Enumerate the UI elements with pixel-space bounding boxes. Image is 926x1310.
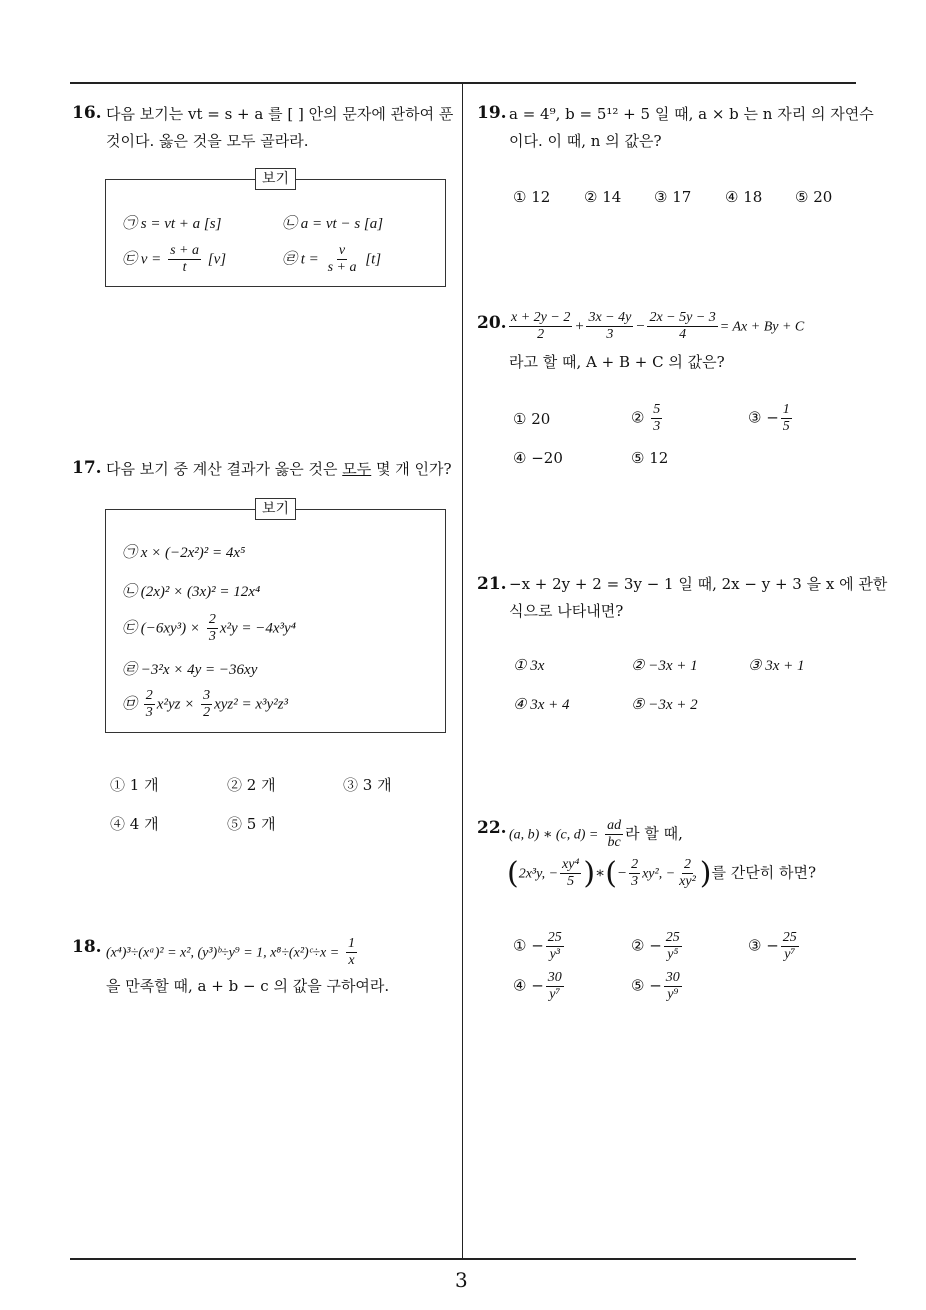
q22-l2-frac3 bbox=[677, 857, 698, 890]
bottom-rule bbox=[70, 1258, 856, 1260]
q16-item3-frac bbox=[168, 243, 201, 276]
frac-den: 3 bbox=[145, 705, 153, 720]
frac-num: 2 bbox=[145, 688, 153, 703]
q17-line-pre: 다음 보기 중 계산 결과가 옳은 것은 bbox=[106, 460, 343, 478]
q20-number: 20. bbox=[477, 313, 507, 333]
frac-den: x bbox=[348, 953, 355, 968]
q20-choice-2-mark: ② bbox=[631, 408, 645, 427]
q16-item4-frac bbox=[326, 243, 359, 276]
q17-item5-frac2 bbox=[201, 688, 212, 721]
q17-item5-pre: ㉤ bbox=[122, 696, 138, 713]
q22-choice-4[interactable] bbox=[513, 970, 566, 1003]
q20-frac3 bbox=[647, 310, 717, 343]
q20-op1: + bbox=[574, 318, 585, 335]
frac-num: 3x − 4y bbox=[588, 310, 632, 325]
q21-choice-4[interactable]: ④ 3x + 4 bbox=[513, 697, 570, 713]
q20-choice-3[interactable] bbox=[748, 402, 794, 435]
frac-num: 2 bbox=[208, 612, 216, 627]
open-paren: ( bbox=[605, 856, 617, 891]
q17-choice-2[interactable]: ② 2 개 bbox=[227, 776, 276, 794]
frac-den: y³ bbox=[549, 947, 560, 962]
q16-line1: 다음 보기는 vt = s + a 를 [ ] 안의 문자에 관하여 푼 bbox=[106, 105, 454, 123]
frac-den: s + a bbox=[327, 260, 357, 275]
q20-choice-2-frac bbox=[651, 402, 662, 435]
top-rule bbox=[70, 82, 856, 84]
q21-line2: 식으로 나타내면? bbox=[509, 602, 624, 620]
q22-l2-a: 2x³y, − bbox=[518, 866, 559, 882]
q17-choice-3[interactable]: ③ 3 개 bbox=[343, 776, 392, 794]
frac-num: 30 bbox=[665, 970, 680, 985]
q19-line1: a = 4⁹, b = 5¹² + 5 일 때, a × b 는 n 자리 의 자연수 bbox=[509, 105, 874, 123]
q20-choice-3-mark: ③ − bbox=[748, 408, 779, 427]
q16-item3-pre: ㉢ v = bbox=[122, 251, 162, 268]
q16-number: 16. bbox=[72, 103, 102, 123]
q17-line bbox=[106, 455, 452, 483]
q22-choice-1[interactable] bbox=[513, 930, 566, 963]
q20-choice-3-frac bbox=[781, 402, 792, 435]
q16-item2: ㉡ a = vt − s [a] bbox=[282, 216, 384, 232]
q16-item4 bbox=[282, 243, 381, 276]
q20-choice-2[interactable] bbox=[631, 402, 664, 435]
q20-choice-4[interactable]: ④ −20 bbox=[513, 449, 563, 467]
q20-rhs: = Ax + By + C bbox=[719, 319, 805, 335]
q17-choice-4[interactable]: ④ 4 개 bbox=[110, 815, 159, 833]
choice-frac bbox=[546, 930, 564, 963]
choice-mark: ③ − bbox=[748, 936, 779, 955]
q18-frac bbox=[346, 936, 357, 969]
q17-item5-frac1 bbox=[144, 688, 155, 721]
q22-line1-frac bbox=[605, 818, 623, 851]
frac-num: 5 bbox=[653, 402, 661, 417]
choice-frac bbox=[664, 970, 682, 1003]
q17-box-label: 보기 bbox=[255, 498, 296, 520]
frac-den: y⁵ bbox=[667, 947, 679, 962]
q22-line1-pre: (a, b) ∗ (c, d) = bbox=[509, 827, 599, 843]
q16-item4-post: [t] bbox=[365, 251, 382, 268]
frac-num: s + a bbox=[170, 243, 199, 258]
q22-choice-2[interactable] bbox=[631, 930, 684, 963]
q22-l2-b: − bbox=[616, 865, 628, 882]
q22-l2-c: xy², − bbox=[642, 866, 676, 882]
q20-frac1 bbox=[509, 310, 572, 343]
q21-line1: −x + 2y + 2 = 3y − 1 일 때, 2x − y + 3 을 x 에 관한 bbox=[509, 575, 888, 593]
open-paren: ( bbox=[507, 856, 519, 891]
frac-num: ad bbox=[607, 818, 622, 833]
q20-choice-5[interactable]: ⑤ 12 bbox=[631, 449, 669, 467]
frac-num: 3 bbox=[203, 688, 211, 703]
frac-num: 25 bbox=[665, 930, 680, 945]
frac-den: 3 bbox=[653, 419, 661, 434]
q20-choice-1[interactable]: ① 20 bbox=[513, 410, 551, 428]
frac-num: 25 bbox=[782, 930, 797, 945]
q22-choice-5[interactable] bbox=[631, 970, 684, 1003]
q19-choice-5[interactable]: ⑤ 20 bbox=[795, 188, 833, 206]
frac-den: xy² bbox=[679, 874, 696, 889]
q19-line2: 이다. 이 때, n 의 값은? bbox=[509, 132, 662, 150]
q22-l2-post: 를 간단히 하면? bbox=[711, 863, 817, 882]
q17-line-underlined: 모두 bbox=[342, 460, 372, 478]
choice-mark: ② − bbox=[631, 936, 662, 955]
frac-den: 2 bbox=[537, 327, 545, 342]
q16-item3 bbox=[122, 243, 226, 276]
q22-l2-frac2 bbox=[629, 857, 640, 890]
close-paren: ) bbox=[699, 856, 712, 891]
q20-equation bbox=[507, 310, 804, 343]
frac-den: y⁷ bbox=[784, 947, 796, 962]
q20-line2: 라고 할 때, A + B + C 의 값은? bbox=[509, 353, 725, 371]
q17-item1: ㉠ x × (−2x²)² = 4x⁵ bbox=[122, 545, 246, 561]
q21-number: 21. bbox=[477, 574, 507, 594]
choice-mark: ① − bbox=[513, 936, 544, 955]
page-number: 3 bbox=[455, 1268, 468, 1292]
q22-line1-post: 라 할 때, bbox=[625, 824, 683, 843]
q17-item5-mid: x²yz × bbox=[156, 696, 195, 713]
q22-choice-3[interactable] bbox=[748, 930, 801, 963]
frac-den: t bbox=[182, 260, 187, 275]
frac-num: xy⁴ bbox=[562, 857, 580, 872]
choice-frac bbox=[546, 970, 564, 1003]
q21-choice-2[interactable]: ② −3x + 1 bbox=[631, 658, 698, 674]
frac-den: y⁷ bbox=[549, 987, 561, 1002]
frac-den: 5 bbox=[567, 874, 575, 889]
choice-mark: ⑤ − bbox=[631, 976, 662, 995]
q19-choice-4[interactable]: ④ 18 bbox=[725, 188, 763, 206]
q16-item3-post: [v] bbox=[207, 251, 227, 268]
q21-choice-1[interactable]: ① 3x bbox=[513, 658, 545, 674]
frac-den: 3 bbox=[208, 629, 216, 644]
q17-item3-frac bbox=[207, 612, 218, 645]
frac-den: 5 bbox=[782, 419, 790, 434]
frac-num: 25 bbox=[547, 930, 562, 945]
q18-line1-text: (x⁴)³÷(xᵃ)² = x², (y³)ᵇ÷y⁹ = 1, x⁸÷(x²)ᶜ÷x = bbox=[106, 945, 340, 961]
q21-choice-3[interactable]: ③ 3x + 1 bbox=[748, 658, 805, 674]
frac-num: 2 bbox=[631, 857, 639, 872]
q17-choice-5[interactable]: ⑤ 5 개 bbox=[227, 815, 276, 833]
q18-line2: 을 만족할 때, a + b − c 의 값을 구하여라. bbox=[106, 977, 390, 995]
frac-den: bc bbox=[607, 835, 621, 850]
q22-l2-frac1 bbox=[560, 857, 581, 890]
q19-choice-2[interactable]: ② 14 bbox=[584, 188, 622, 206]
frac-den: 4 bbox=[679, 327, 687, 342]
q17-item5-post: xyz² = x³y²z³ bbox=[214, 696, 289, 713]
q17-line-post: 몇 개 인가? bbox=[371, 460, 452, 478]
q22-line1 bbox=[509, 818, 683, 851]
q22-line2 bbox=[507, 856, 816, 891]
q20-frac2 bbox=[586, 310, 633, 343]
q16-item1: ㉠ s = vt + a [s] bbox=[122, 216, 222, 232]
q21-choice-5[interactable]: ⑤ −3x + 2 bbox=[631, 697, 698, 713]
q19-choice-3[interactable]: ③ 17 bbox=[654, 188, 692, 206]
q19-number: 19. bbox=[477, 103, 507, 123]
q16-item4-pre: ㉣ t = bbox=[282, 251, 319, 268]
frac-num: 1 bbox=[782, 402, 790, 417]
frac-den: 3 bbox=[631, 874, 639, 889]
q22-number: 22. bbox=[477, 818, 507, 838]
frac-den: y⁹ bbox=[667, 987, 679, 1002]
q17-number: 17. bbox=[72, 458, 102, 478]
q17-item4: ㉣ −3²x × 4y = −36xy bbox=[122, 662, 258, 678]
frac-num: v bbox=[338, 243, 346, 258]
q17-item3-post: x²y = −4x³y⁴ bbox=[219, 620, 296, 637]
choice-frac bbox=[781, 930, 799, 963]
choice-frac bbox=[664, 930, 682, 963]
q17-choice-1[interactable]: ① 1 개 bbox=[110, 776, 159, 794]
q17-item5 bbox=[122, 688, 288, 721]
q20-op2: − bbox=[635, 318, 646, 335]
frac-num: 2 bbox=[683, 857, 691, 872]
frac-num: 2x − 5y − 3 bbox=[649, 310, 716, 325]
q16-line2: 것이다. 옳은 것을 모두 골라라. bbox=[106, 132, 309, 150]
frac-num: 30 bbox=[547, 970, 562, 985]
q18-line1 bbox=[106, 936, 359, 969]
q19-choice-1[interactable]: ① 12 bbox=[513, 188, 551, 206]
frac-den: 3 bbox=[606, 327, 614, 342]
q17-item3 bbox=[122, 612, 296, 645]
frac-den: 2 bbox=[203, 705, 211, 720]
q22-l2-star: ∗ bbox=[595, 865, 606, 882]
choice-mark: ④ − bbox=[513, 976, 544, 995]
column-divider bbox=[462, 83, 463, 1259]
close-paren: ) bbox=[583, 856, 596, 891]
q17-item2: ㉡ (2x)² × (3x)² = 12x⁴ bbox=[122, 584, 261, 600]
q16-box-label: 보기 bbox=[255, 168, 296, 190]
frac-num: x + 2y − 2 bbox=[511, 310, 571, 325]
q18-number: 18. bbox=[72, 937, 102, 957]
q17-item3-pre: ㉢ (−6xy³) × bbox=[122, 620, 201, 637]
frac-num: 1 bbox=[347, 936, 355, 951]
